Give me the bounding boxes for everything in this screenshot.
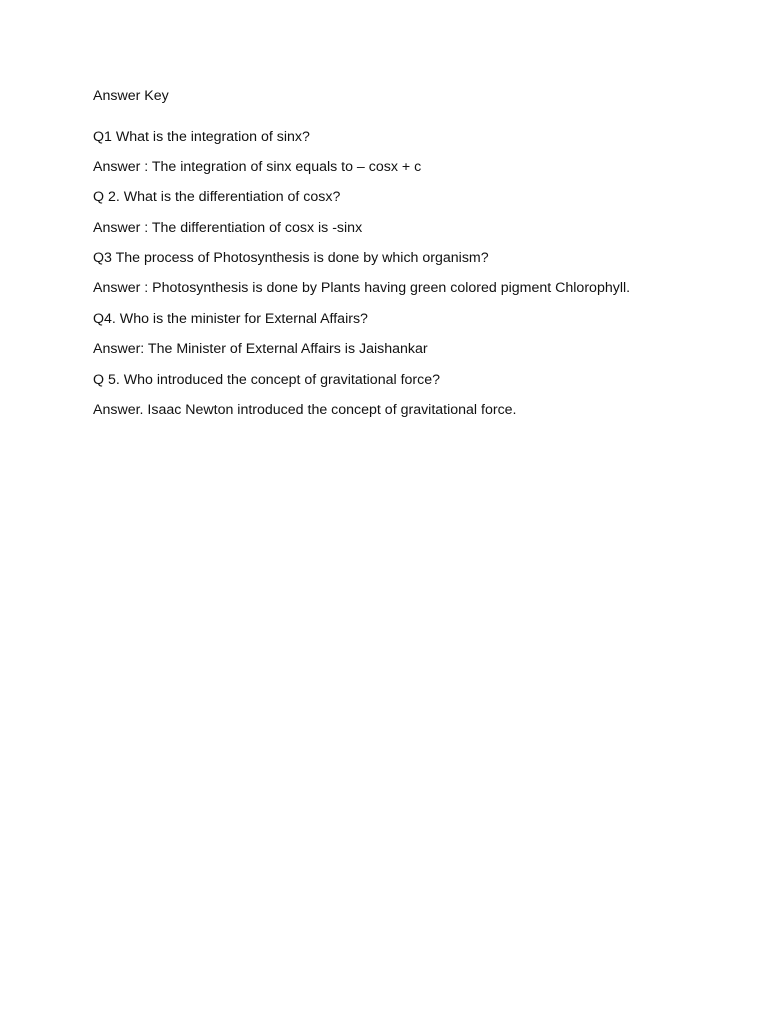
question-3: Q3 The process of Photosynthesis is done by which organism? bbox=[93, 250, 489, 267]
question-2: Q 2. What is the differentiation of cosx? bbox=[93, 189, 341, 206]
answer-5: Answer. Isaac Newton introduced the concept of gravitational force. bbox=[93, 402, 517, 419]
document-title: Answer Key bbox=[93, 88, 169, 104]
question-1: Q1 What is the integration of sinx? bbox=[93, 128, 310, 145]
answer-3: Answer : Photosynthesis is done by Plants having green colored pigment Chlorophyll. bbox=[93, 280, 631, 297]
document-content bbox=[93, 86, 733, 430]
answer-2: Answer : The differentiation of cosx is -sinx bbox=[93, 219, 363, 236]
question-4: Q4. Who is the minister for External Affairs? bbox=[93, 310, 368, 327]
answer-4: Answer: The Minister of External Affairs is Jaishankar bbox=[93, 341, 428, 358]
question-5: Q 5. Who introduced the concept of gravitational force? bbox=[93, 371, 441, 388]
answer-1: Answer : The integration of sinx equals to – cosx + c bbox=[93, 158, 422, 175]
